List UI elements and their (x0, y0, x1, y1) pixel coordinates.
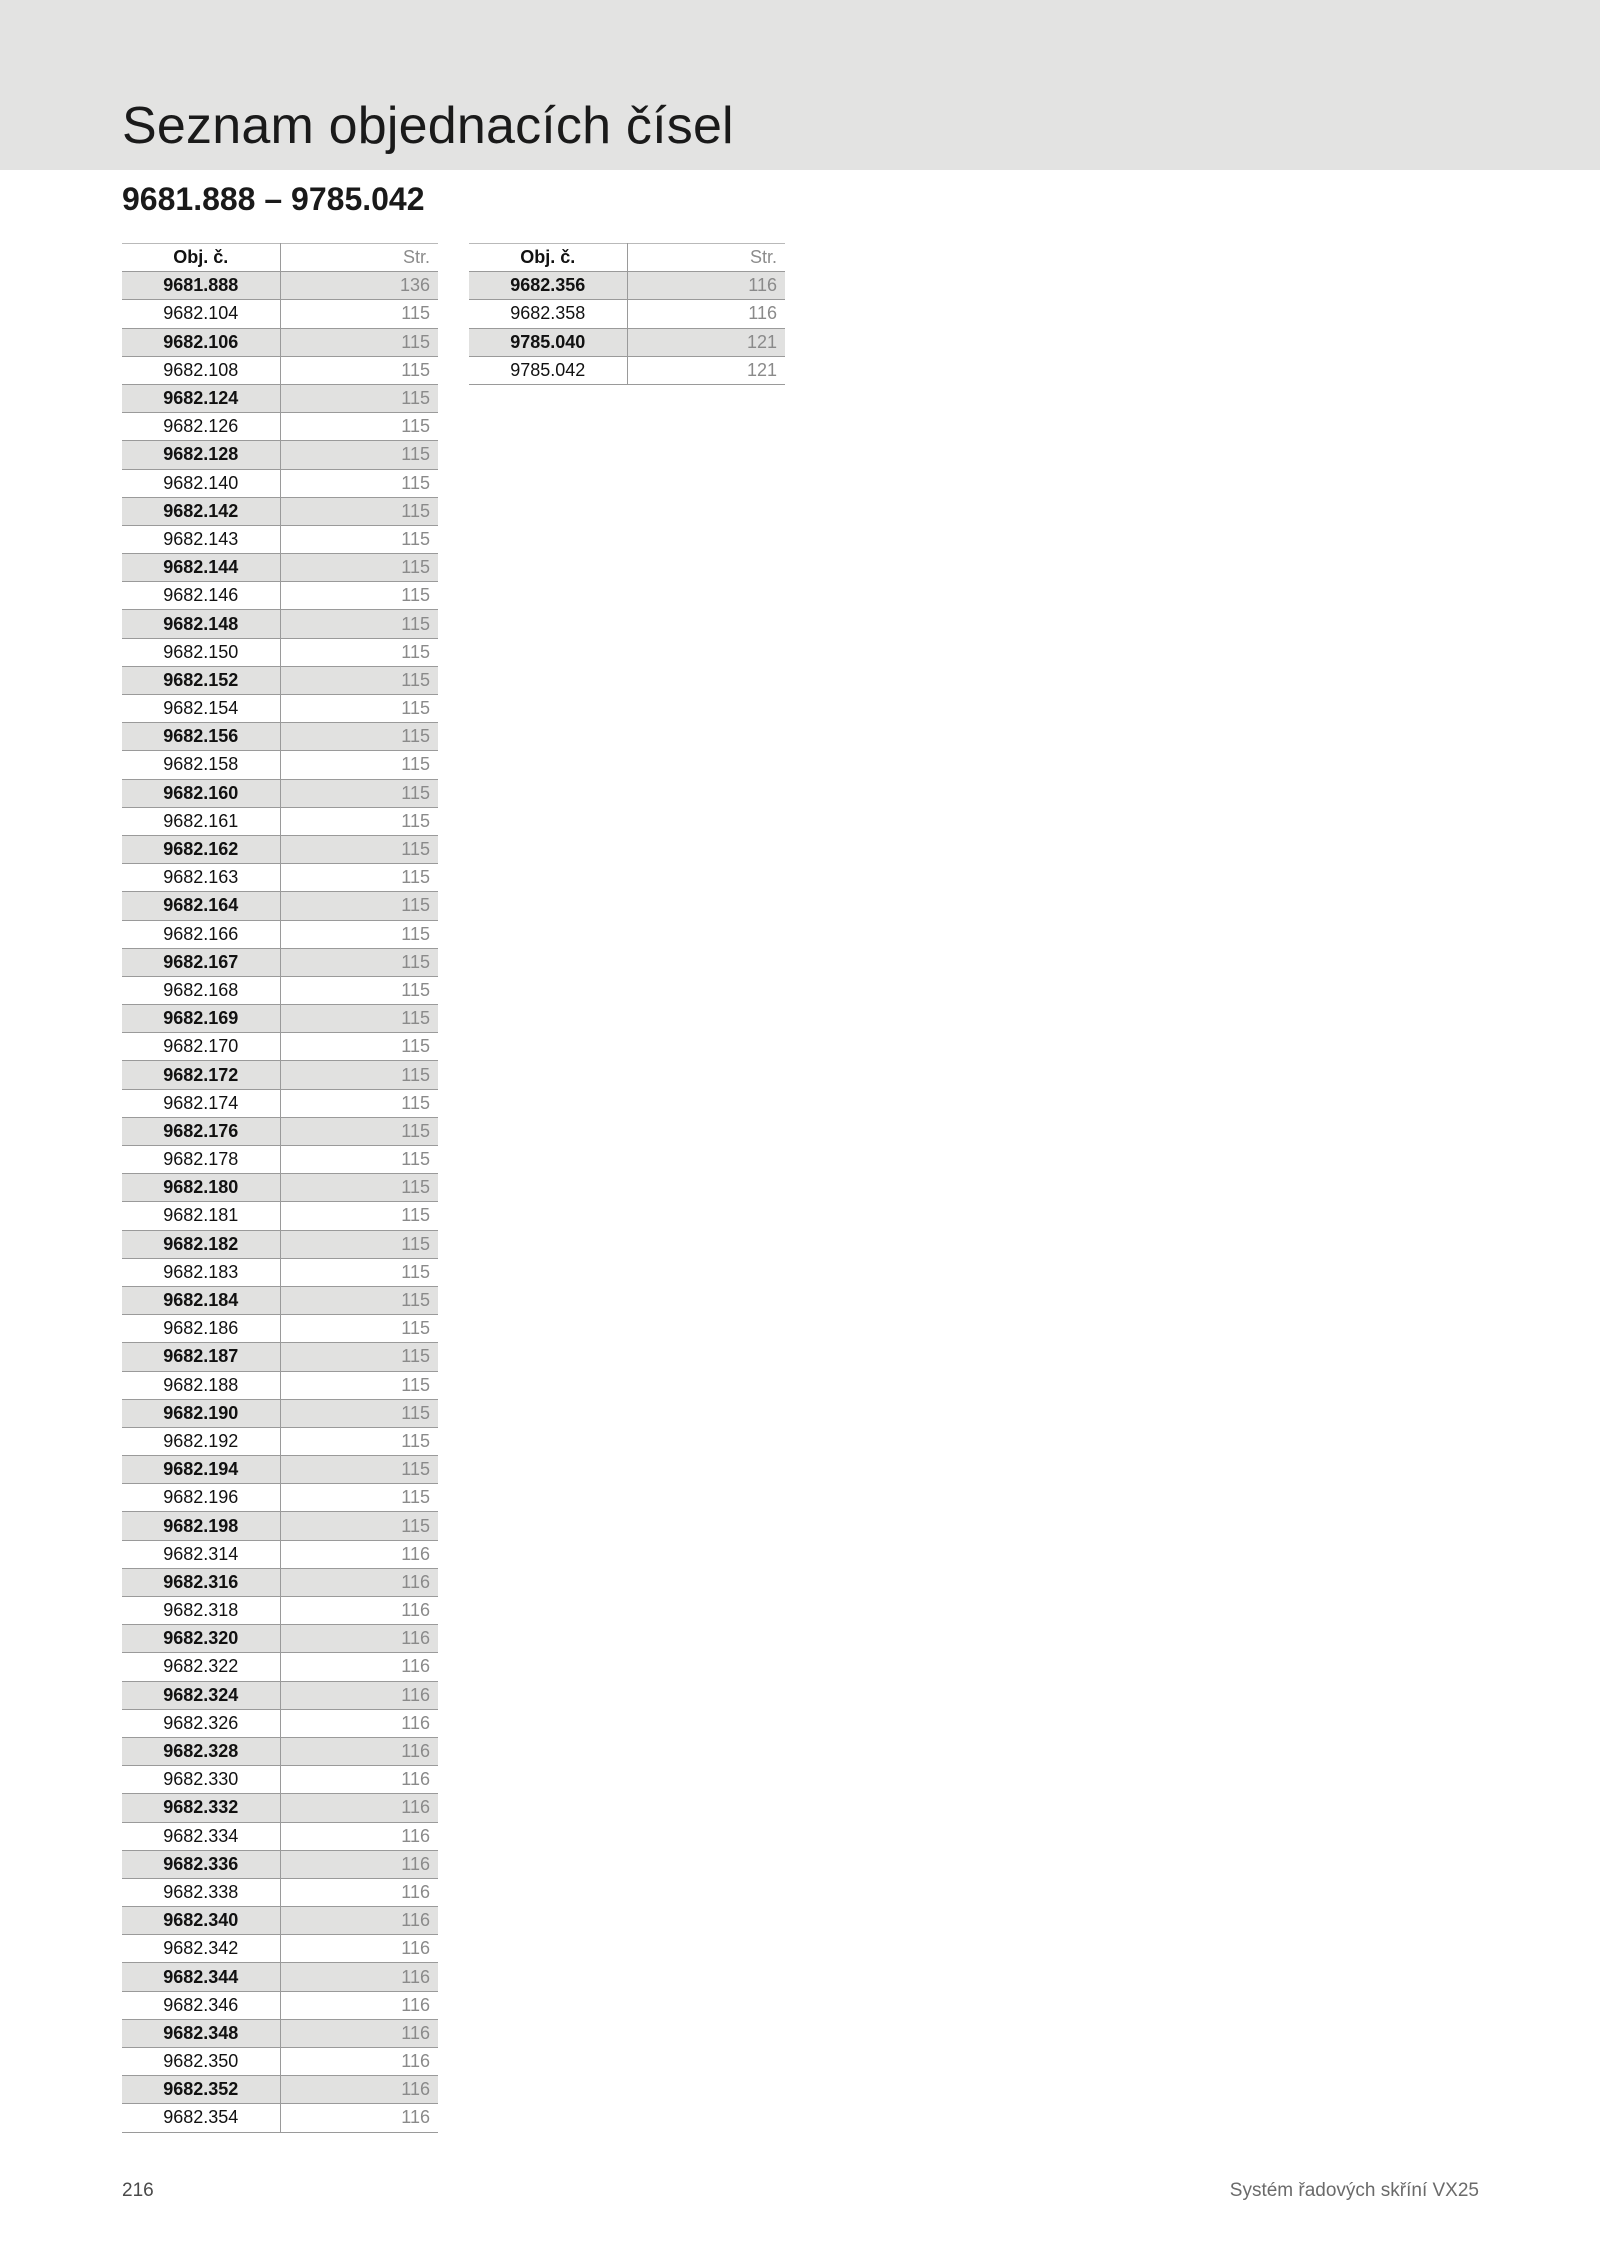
table-row (469, 328, 785, 356)
order-number-cell: 9682.194 (122, 1456, 280, 1484)
table-row (122, 441, 438, 469)
page-reference-cell: 116 (280, 1850, 438, 1878)
table-row (122, 1371, 438, 1399)
table-row (122, 948, 438, 976)
order-number-cell: 9785.042 (469, 356, 627, 384)
table-row (122, 1456, 438, 1484)
table-row (122, 328, 438, 356)
table-row (122, 695, 438, 723)
order-number-cell: 9682.140 (122, 469, 280, 497)
order-number-cell: 9682.340 (122, 1907, 280, 1935)
table-row (122, 2019, 438, 2047)
footer-publication-title: Systém řadových skříní VX25 (1229, 2180, 1479, 2201)
table-row (122, 807, 438, 835)
page-reference-cell: 115 (280, 835, 438, 863)
table-row (122, 272, 438, 300)
order-number-cell: 9682.352 (122, 2076, 280, 2104)
order-number-cell: 9682.344 (122, 1963, 280, 1991)
order-number-cell: 9682.152 (122, 666, 280, 694)
order-number-cell: 9682.190 (122, 1399, 280, 1427)
order-number-cell: 9682.158 (122, 751, 280, 779)
table-row (469, 356, 785, 384)
order-number-cell: 9682.348 (122, 2019, 280, 2047)
order-number-cell: 9682.167 (122, 948, 280, 976)
table-row (122, 1202, 438, 1230)
page-reference-cell: 116 (280, 1822, 438, 1850)
order-number-cell: 9682.354 (122, 2104, 280, 2132)
page-reference-cell: 115 (280, 1202, 438, 1230)
table-row (122, 1653, 438, 1681)
page-reference-cell: 115 (280, 469, 438, 497)
page-reference-cell: 116 (280, 1963, 438, 1991)
order-number-table-1 (122, 243, 438, 2133)
table-row (122, 1427, 438, 1455)
page-reference-cell: 115 (280, 1230, 438, 1258)
page-reference-cell: 116 (280, 2104, 438, 2132)
table-row (122, 1709, 438, 1737)
page-reference-cell: 115 (280, 892, 438, 920)
page-reference-cell: 116 (280, 1709, 438, 1737)
order-number-cell: 9682.192 (122, 1427, 280, 1455)
order-number-cell: 9682.108 (122, 356, 280, 384)
page-reference-cell: 115 (280, 356, 438, 384)
page-reference-cell: 116 (280, 1935, 438, 1963)
page-reference-cell: 115 (280, 638, 438, 666)
page-reference-cell: 115 (280, 920, 438, 948)
table-row (122, 1850, 438, 1878)
order-number-cell: 9682.196 (122, 1484, 280, 1512)
page-reference-cell: 115 (280, 1117, 438, 1145)
page-reference-cell: 116 (280, 2048, 438, 2076)
order-number-cell: 9682.172 (122, 1061, 280, 1089)
table-row (122, 1174, 438, 1202)
table-row (122, 1089, 438, 1117)
order-number-cell: 9682.150 (122, 638, 280, 666)
page-reference-cell: 115 (280, 525, 438, 553)
page-reference-cell: 115 (280, 1315, 438, 1343)
page-reference-cell: 115 (280, 1399, 438, 1427)
order-number-cell: 9682.143 (122, 525, 280, 553)
order-number-cell: 9682.146 (122, 582, 280, 610)
order-number-cell: 9682.160 (122, 779, 280, 807)
page-reference-cell: 116 (280, 2076, 438, 2104)
page-reference-cell: 115 (280, 1484, 438, 1512)
table-row (122, 1033, 438, 1061)
column-header-page: Str. (280, 244, 438, 272)
page-reference-cell: 115 (280, 1286, 438, 1314)
table-row (122, 1005, 438, 1033)
page-reference-cell: 115 (280, 1512, 438, 1540)
order-number-cell: 9682.128 (122, 441, 280, 469)
order-number-cell: 9682.184 (122, 1286, 280, 1314)
table-row (122, 2076, 438, 2104)
order-number-cell: 9785.040 (469, 328, 627, 356)
order-number-cell: 9682.358 (469, 300, 627, 328)
page-reference-cell: 115 (280, 300, 438, 328)
order-number-cell: 9682.338 (122, 1878, 280, 1906)
page-reference-cell: 115 (280, 948, 438, 976)
order-number-cell: 9682.154 (122, 695, 280, 723)
table-row (122, 1907, 438, 1935)
page-reference-cell: 115 (280, 1258, 438, 1286)
table-row (122, 413, 438, 441)
page-reference-cell: 116 (280, 1907, 438, 1935)
table-row (122, 497, 438, 525)
table-row (122, 1597, 438, 1625)
table-row (122, 751, 438, 779)
page-reference-cell: 115 (280, 864, 438, 892)
table-row (122, 554, 438, 582)
table-row (122, 384, 438, 412)
page-reference-cell: 115 (280, 1371, 438, 1399)
range-subtitle: 9681.888 – 9785.042 (122, 181, 425, 217)
table-row (122, 2048, 438, 2076)
page-reference-cell: 115 (280, 1174, 438, 1202)
table-header-row (122, 244, 438, 272)
table-row (122, 525, 438, 553)
order-number-cell: 9682.188 (122, 1371, 280, 1399)
page-reference-cell: 115 (280, 497, 438, 525)
table-row (122, 779, 438, 807)
page-reference-cell: 115 (280, 1146, 438, 1174)
page-reference-cell: 115 (280, 1089, 438, 1117)
table-row (122, 1822, 438, 1850)
column-header-page: Str. (627, 244, 785, 272)
table-row (122, 1258, 438, 1286)
order-number-cell: 9682.186 (122, 1315, 280, 1343)
order-number-cell: 9682.166 (122, 920, 280, 948)
order-number-cell: 9682.350 (122, 2048, 280, 2076)
page-reference-cell: 115 (280, 384, 438, 412)
page-reference-cell: 115 (280, 751, 438, 779)
page-reference-cell: 116 (280, 1653, 438, 1681)
page-reference-cell: 116 (627, 300, 785, 328)
table-row (122, 1230, 438, 1258)
table-row (122, 1878, 438, 1906)
order-number-cell: 9682.142 (122, 497, 280, 525)
order-number-cell: 9682.164 (122, 892, 280, 920)
order-number-cell: 9681.888 (122, 272, 280, 300)
column-header-order-no: Obj. č. (122, 244, 280, 272)
order-number-cell: 9682.328 (122, 1737, 280, 1765)
table-row (122, 1512, 438, 1540)
page-reference-cell: 115 (280, 1033, 438, 1061)
order-number-cell: 9682.144 (122, 554, 280, 582)
table-row (122, 1117, 438, 1145)
order-number-cell: 9682.326 (122, 1709, 280, 1737)
column-header-order-no: Obj. č. (469, 244, 627, 272)
order-number-cell: 9682.334 (122, 1822, 280, 1850)
page-reference-cell: 115 (280, 1427, 438, 1455)
table-row (122, 1146, 438, 1174)
table-row (469, 300, 785, 328)
table-row (122, 300, 438, 328)
table-row (122, 1343, 438, 1371)
order-number-cell: 9682.183 (122, 1258, 280, 1286)
table-row (122, 1991, 438, 2019)
order-number-cell: 9682.182 (122, 1230, 280, 1258)
page-reference-cell: 115 (280, 807, 438, 835)
order-number-cell: 9682.104 (122, 300, 280, 328)
page-reference-cell: 116 (280, 1878, 438, 1906)
table-row (122, 2104, 438, 2132)
order-number-table-2 (469, 243, 785, 385)
page-reference-cell: 115 (280, 582, 438, 610)
order-number-cell: 9682.324 (122, 1681, 280, 1709)
order-number-cell: 9682.342 (122, 1935, 280, 1963)
order-number-cell: 9682.168 (122, 976, 280, 1004)
order-number-cell: 9682.156 (122, 723, 280, 751)
order-number-cell: 9682.169 (122, 1005, 280, 1033)
page-reference-cell: 115 (280, 976, 438, 1004)
table-row (122, 1935, 438, 1963)
page-reference-cell: 116 (280, 1794, 438, 1822)
order-number-cell: 9682.346 (122, 1991, 280, 2019)
order-number-cell: 9682.318 (122, 1597, 280, 1625)
order-number-cell: 9682.178 (122, 1146, 280, 1174)
order-number-cell: 9682.314 (122, 1540, 280, 1568)
table-row (122, 1286, 438, 1314)
page-reference-cell: 116 (280, 1597, 438, 1625)
order-number-cell: 9682.198 (122, 1512, 280, 1540)
table-row (122, 638, 438, 666)
order-number-cell: 9682.106 (122, 328, 280, 356)
page-reference-cell: 116 (280, 1681, 438, 1709)
table-row (122, 864, 438, 892)
page-title: Seznam objednacích čísel (122, 97, 734, 155)
table-row (122, 1963, 438, 1991)
order-number-cell: 9682.124 (122, 384, 280, 412)
table-row (122, 920, 438, 948)
order-number-cell: 9682.176 (122, 1117, 280, 1145)
table-row (122, 610, 438, 638)
order-number-cell: 9682.148 (122, 610, 280, 638)
page-reference-cell: 115 (280, 1343, 438, 1371)
order-number-cell: 9682.330 (122, 1766, 280, 1794)
table-row (469, 272, 785, 300)
order-number-cell: 9682.170 (122, 1033, 280, 1061)
order-number-cell: 9682.322 (122, 1653, 280, 1681)
page-reference-cell: 121 (627, 328, 785, 356)
page-reference-cell: 115 (280, 779, 438, 807)
table-row (122, 356, 438, 384)
order-number-cell: 9682.181 (122, 1202, 280, 1230)
table-row (122, 1540, 438, 1568)
table-row (122, 1766, 438, 1794)
order-number-cell: 9682.187 (122, 1343, 280, 1371)
table-header-row (469, 244, 785, 272)
page-reference-cell: 116 (280, 1737, 438, 1765)
table-row (122, 1484, 438, 1512)
table-row (122, 1794, 438, 1822)
page-reference-cell: 115 (280, 1005, 438, 1033)
page-reference-cell: 116 (627, 272, 785, 300)
page-reference-cell: 115 (280, 328, 438, 356)
page-reference-cell: 115 (280, 554, 438, 582)
page-number: 216 (122, 2180, 154, 2201)
order-number-cell: 9682.161 (122, 807, 280, 835)
order-number-cell: 9682.126 (122, 413, 280, 441)
table-row (122, 1399, 438, 1427)
table-row (122, 1061, 438, 1089)
table-row (122, 723, 438, 751)
table-row (122, 1568, 438, 1596)
page-reference-cell: 115 (280, 723, 438, 751)
order-number-cell: 9682.180 (122, 1174, 280, 1202)
page-reference-cell: 136 (280, 272, 438, 300)
page-reference-cell: 116 (280, 1568, 438, 1596)
table-row (122, 1737, 438, 1765)
table-row (122, 469, 438, 497)
table-row (122, 835, 438, 863)
order-number-cell: 9682.320 (122, 1625, 280, 1653)
page-reference-cell: 115 (280, 441, 438, 469)
order-number-cell: 9682.163 (122, 864, 280, 892)
page-reference-cell: 115 (280, 695, 438, 723)
order-number-cell: 9682.316 (122, 1568, 280, 1596)
page-reference-cell: 116 (280, 1991, 438, 2019)
page-reference-cell: 121 (627, 356, 785, 384)
order-number-cell: 9682.174 (122, 1089, 280, 1117)
page-reference-cell: 115 (280, 413, 438, 441)
table-row (122, 892, 438, 920)
order-number-cell: 9682.162 (122, 835, 280, 863)
table-row (122, 976, 438, 1004)
page-reference-cell: 115 (280, 1456, 438, 1484)
order-number-cell: 9682.336 (122, 1850, 280, 1878)
table-row (122, 666, 438, 694)
page-reference-cell: 116 (280, 2019, 438, 2047)
order-number-cell: 9682.356 (469, 272, 627, 300)
page-reference-cell: 115 (280, 1061, 438, 1089)
page-reference-cell: 116 (280, 1540, 438, 1568)
page-reference-cell: 116 (280, 1625, 438, 1653)
order-number-cell: 9682.332 (122, 1794, 280, 1822)
table-row (122, 1625, 438, 1653)
table-row (122, 1681, 438, 1709)
table-row (122, 1315, 438, 1343)
page-reference-cell: 115 (280, 610, 438, 638)
page-reference-cell: 116 (280, 1766, 438, 1794)
table-row (122, 582, 438, 610)
page-reference-cell: 115 (280, 666, 438, 694)
